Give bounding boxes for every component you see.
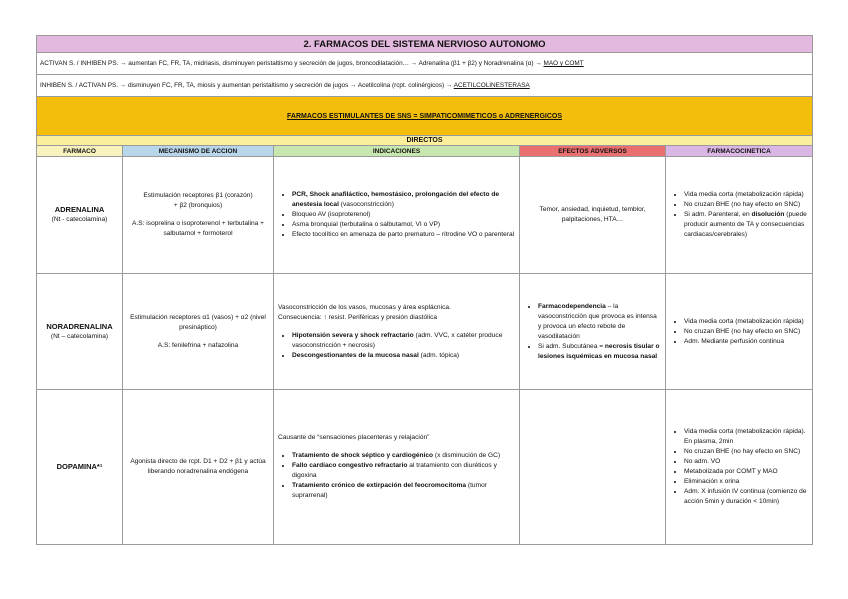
list-item: • No cruzan BHE (no hay efecto en SNC) <box>684 327 808 337</box>
info-row-inhiben-link: ACETILCOLINESTERASA <box>453 82 530 89</box>
pharmacokinetics-list <box>670 190 808 240</box>
list-item: • Vida media corta (metabolización rápida) <box>684 317 808 327</box>
list-item: • PCR, Shock anafiláctico, hemostásico, prolongación del efecto de anestesia local (vasoconstricción) <box>292 190 515 210</box>
drug-note: (Nt - catecolamina) <box>51 216 108 223</box>
pharmacokinetics-list <box>670 427 808 507</box>
indications-intro: Vasoconstricción de los vasos, mucosas y área esplácnica. <box>278 303 451 311</box>
list-item: • Metabolizada por COMT y MAO <box>684 467 808 477</box>
drug-note: (Nt – catecolamina) <box>50 332 109 340</box>
indications-intro: Causante de “sensaciones placenteras y relajación” <box>278 434 430 441</box>
adverse-effects-cell <box>520 157 666 274</box>
drug-cell <box>37 274 123 390</box>
indications-cell <box>274 390 520 545</box>
column-header-mecanismo: MECANISMO DE ACCION <box>123 146 274 157</box>
list-item: • Fallo cardíaco congestivo refractario al tratamiento con diuréticos y digoxina <box>292 461 515 481</box>
list-item: • Hipotensión severa y shock refractario (adm. VVC, x catéter produce vasoconstricción + necrosis) <box>292 331 515 351</box>
column-header-indicaciones: INDICACIONES <box>274 146 520 157</box>
list-item: • Efecto tocolítico en amenaza de parto prematuro – ritrodine VO o parenteral <box>292 230 515 240</box>
drug-table-sheet <box>36 35 812 545</box>
info-row-activan <box>37 53 813 75</box>
list-item: • Descongestionantes de la mucosa nasal (adm. tópica) <box>292 351 515 361</box>
info-row-activan-link: MAO y COMT <box>543 60 584 67</box>
adverse-effects-cell <box>520 390 666 545</box>
pharmacokinetics-cell <box>666 157 813 274</box>
pharmacokinetics-list <box>670 317 808 347</box>
list-item: • Asma bronquial (terbutalina o salbutamol, VI o VP) <box>292 220 515 230</box>
mechanism-line: A.S: isoprelina o isoproterenol + terbutalina + salbutamol + formoterol <box>132 220 264 237</box>
list-item: • No adm. VO <box>684 457 808 467</box>
list-item: • Adm. X infusión IV continua (comienzo de acción 5min y duración < 10min) <box>684 487 808 507</box>
indications-cell <box>274 274 520 390</box>
list-item: • Si adm. Subcutánea = necrosis tisular o lesiones isquémicas en mucosa nasal <box>538 342 661 362</box>
info-row-inhiben-text: INHIBEN S. / ACTIVAN PS. → disminuyen FC, FR, TA, miosis y aumentan peristaltismo y secreción de jugos → Acetilcolina (rcpt. colinérgicos) → <box>40 82 454 89</box>
mechanism-cell <box>123 390 274 545</box>
info-row-activan-text: ACTIVAN S. / INHIBEN PS. → aumentan FC, FR, TA, midriasis, disminuyen peristaltismo y secreción de jugos, broncodilatación… → Adrenalina (β1 + β2) y Noradrenalina (α) → <box>40 60 544 67</box>
indications-list <box>278 331 515 361</box>
list-item: • Tratamiento de shock séptico y cardiogénico (x disminución de GC) <box>292 451 515 461</box>
drug-name: ADRENALINA <box>54 205 105 214</box>
table-row <box>37 390 813 545</box>
indications-list <box>278 190 515 240</box>
column-header-farmaco: FARMACO <box>37 146 123 157</box>
list-item: • No cruzan BHE (no hay efecto en SNC) <box>684 200 808 210</box>
mechanism-cell <box>123 274 274 390</box>
mechanism-line: Agonista directo de rcpt. D1 + D2 + β1 y actúa liberando noradrenalina endógena <box>130 458 266 475</box>
info-row-inhiben <box>37 75 813 97</box>
column-header-efectos: EFECTOS ADVERSOS <box>520 146 666 157</box>
pharmacokinetics-cell <box>666 274 813 390</box>
indications-intro: Consecuencia: ↑ resist. Periféricas y presión diastólica <box>278 313 438 321</box>
table-row <box>37 157 813 274</box>
drug-name: DOPAMINA*¹ <box>56 462 103 471</box>
mechanism-cell <box>123 157 274 274</box>
subsection-title: DIRECTOS <box>37 136 813 146</box>
table-row <box>37 274 813 390</box>
drug-cell <box>37 157 123 274</box>
drug-table <box>36 35 813 545</box>
list-item: • Si adm. Parenteral, en disolución (puede producir aumento de TA y consecuencias cardiacas/cerebrales) <box>684 210 808 240</box>
indications-list <box>278 451 515 501</box>
section-title: FARMACOS ESTIMULANTES DE SNS = SIMPATICOMIMETICOS o ADRENERGICOS <box>37 97 813 136</box>
drug-cell <box>37 390 123 545</box>
list-item: • Tratamiento crónico de extirpación del feocromocitoma (tumor suprarrenal) <box>292 481 515 501</box>
list-item: • Eliminación x orina <box>684 477 808 487</box>
list-item: • Vida media corta (metabolización rápida). En plasma, 2min <box>684 427 808 447</box>
list-item: • No cruzan BHE (no hay efecto en SNC) <box>684 447 808 457</box>
list-item: • Vida media corta (metabolización rápida) <box>684 190 808 200</box>
drug-name: NORADRENALINA <box>46 321 113 331</box>
adverse-effects-cell <box>520 274 666 390</box>
list-item: • Adm. Mediante perfusión continua <box>684 337 808 347</box>
page-title: 2. FARMACOS DEL SISTEMA NERVIOSO AUTONOMO <box>37 36 813 53</box>
adverse-effects-list <box>524 302 661 362</box>
list-item: • Farmacodependencia – la vasoconstricción que provoca es intensa y provoca un efecto rebote de vasodilatación <box>538 302 661 342</box>
pharmacokinetics-cell <box>666 390 813 545</box>
mechanism-line: A.S: fenilefrina + nafazolina <box>157 341 239 349</box>
indications-cell <box>274 157 520 274</box>
column-header-farmacocinetica: FARMACOCINETICA <box>666 146 813 157</box>
mechanism-line: Estimulación receptores α1 (vasos) + α2 (nivel presináptico) <box>130 313 266 331</box>
mechanism-line: Estimulación receptores β1 (corazón) <box>143 192 253 199</box>
list-item: • Bloqueo AV (isoproterenol) <box>292 210 515 220</box>
mechanism-line: + β2 (bronquios) <box>173 202 223 209</box>
adverse-effects-text: Temor, ansiedad, inquietud, temblor, palpitaciones, HTA… <box>539 206 646 223</box>
